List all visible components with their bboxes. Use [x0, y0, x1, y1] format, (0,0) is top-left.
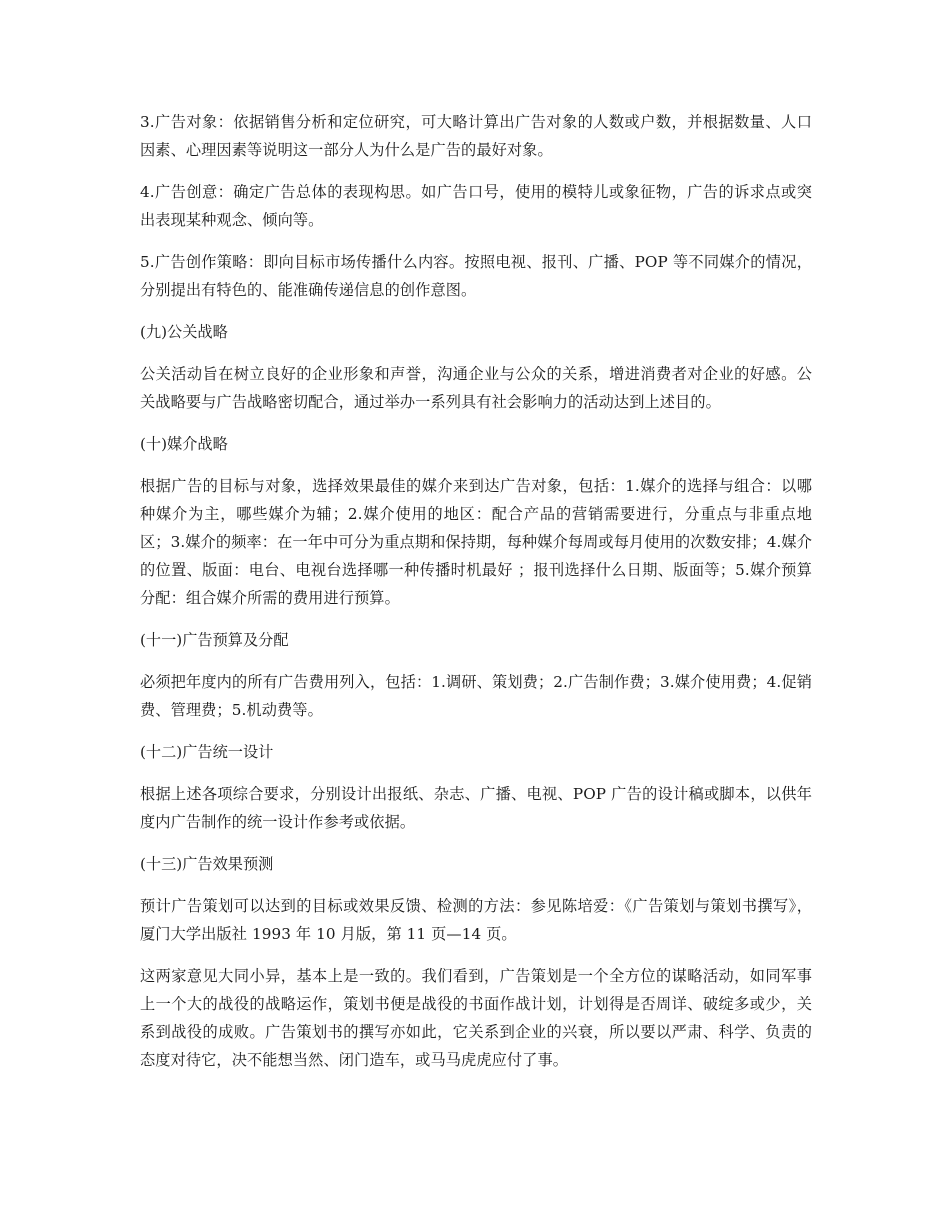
- paragraph-ad-target: 3.广告对象：依据销售分析和定位研究，可大略计算出广告对象的人数或户数，并根据数量、人口因素、心理因素等说明这一部分人为什么是广告的最好对象。: [140, 113, 812, 159]
- document-page: [140, 108, 812, 1088]
- heading-ad-unified-design: (十二)广告统一设计: [140, 743, 274, 761]
- heading-ad-budget: (十一)广告预算及分配: [140, 631, 289, 649]
- heading-pr-strategy: (九)公关战略: [140, 323, 228, 341]
- paragraph-ad-effect-forecast: 预计广告策划可以达到的目标或效果反馈、检测的方法：参见陈培爱：《广告策划与策划书撰写》，厦门大学出版社 1993 年 10 月版，第 11 页—14 页。: [140, 897, 812, 943]
- paragraph-ad-creative: 4.广告创意：确定广告总体的表现构思。如广告口号，使用的模特儿或象征物，广告的诉求点或突出表现某种观念、倾向等。: [140, 183, 812, 229]
- heading-ad-effect-forecast: (十三)广告效果预测: [140, 855, 274, 873]
- paragraph-pr-strategy: 公关活动旨在树立良好的企业形象和声誉，沟通企业与公众的关系，增进消费者对企业的好感。公关战略要与广告战略密切配合，通过举办一系列具有社会影响力的活动达到上述目的。: [140, 365, 812, 411]
- paragraph-ad-budget: 必须把年度内的所有广告费用列入，包括：1.调研、策划费；2.广告制作费；3.媒介使用费；4.促销费、管理费；5.机动费等。: [140, 673, 812, 719]
- heading-media-strategy: (十)媒介战略: [140, 435, 228, 453]
- paragraph-media-strategy: 根据广告的目标与对象，选择效果最佳的媒介来到达广告对象，包括：1.媒介的选择与组合：以哪种媒介为主，哪些媒介为辅；2.媒介使用的地区：配合产品的营销需要进行，分重点与非重点地区；3.媒介的频率：在一年中可分为重点期和保持期，每种媒介每周或每月使用的次数安排；4.媒介的位置、版面：电台、电视台选择哪一种传播时机最好 ；报刊选择什么日期、版面等；5.媒介预算分配：组合媒介所需的费用进行预算。: [140, 477, 812, 607]
- paragraph-ad-creation-strategy: 5.广告创作策略：即向目标市场传播什么内容。按照电视、报刊、广播、POP 等不同媒介的情况，分别提出有特色的、能准确传递信息的创作意图。: [140, 253, 812, 299]
- paragraph-conclusion: 这两家意见大同小异，基本上是一致的。我们看到，广告策划是一个全方位的谋略活动，如同军事上一个大的战役的战略运作，策划书便是战役的书面作战计划，计划得是否周详、破绽多或少，关系到战役的成败。广告策划书的撰写亦如此，它关系到企业的兴衰，所以要以严肃、科学、负责的态度对待它，决不能想当然、闭门造车，或马马虎虎应付了事。: [140, 967, 812, 1069]
- paragraph-ad-unified-design: 根据上述各项综合要求，分别设计出报纸、杂志、广播、电视、POP 广告的设计稿或脚本，以供年度内广告制作的统一设计作参考或依据。: [140, 785, 812, 831]
